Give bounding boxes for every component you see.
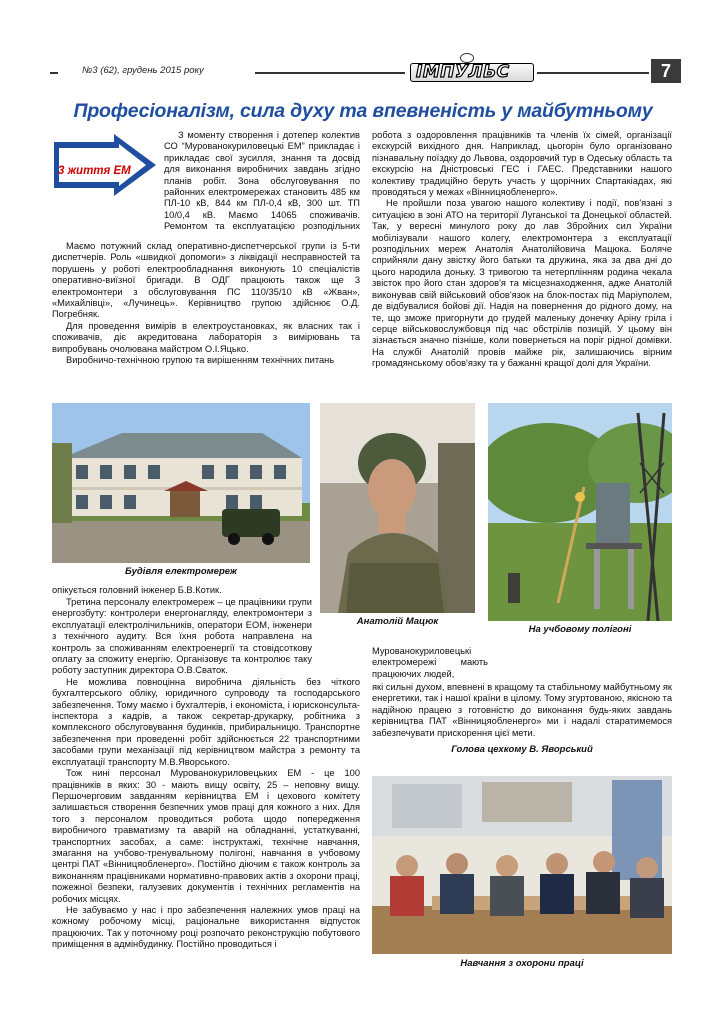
photo-building <box>52 403 310 563</box>
column2-lower-lead <box>372 646 488 680</box>
newspaper-logo <box>410 56 534 84</box>
paragraph-lab: Для проведення вимірів в електроустановках, як власних так і споживачів, діє акредитована лабораторія з вимірювань та випробувань очолювана майстром О.І.Яцько. <box>52 320 360 354</box>
column2-lower <box>372 682 672 739</box>
caption-training: Навчання з охорони праці <box>460 958 584 969</box>
intro-paragraph: З моменту створення і дотепер колектив СО “Мурованокуриловецькі ЕМ” прикладає і прикладає свої зусилля, знання та досвід для виконання виробничих завдань згідно планів робіт. Зона обслуговування по районних електромережах становить 485 км ПЛ-10 кВ, 844 км ПЛ-0,4 кВ, 300 шт. ТП 10/0,4 кВ. Маємо 14065 споживачів. Ремонтом та експлуатацією розподільних <box>164 130 360 231</box>
issue-label: №3 (62), грудень 2015 року <box>82 65 204 76</box>
paragraph-kotyk: опікується головний інженер Б.В.Котик. <box>52 585 222 595</box>
photo-polygon <box>488 403 672 621</box>
paragraph-accounting: Не можлива повноцінна виробнича діяльність без чіткого бухгалтерського обліку, юридичного супроводу та господарського забезпечення. Тому маємо і бухгалтерів, і економіста, і юрисконсульта-інспектора з кадрів, а також секретар-друкарку, робітника з комплексного обслуговування будинків, прибиральницю. Транспортне забезпечення при проведенні робіт здійснюється 22 транспортними засобами групи механізації під керівництвом майстра з ремонту та експлуатації транспорту М.В.Яворського. <box>52 676 360 767</box>
paragraph-personnel: Тож нині персонал Мурованокуриловецьких ЕМ - це 100 працівників в яких: 30 - мають вищу освіту, 25 – неповну вищу. Першочерговим завданням керівництва ЕМ і цехового комітету залишається створення безпечних умов праці для кожного з них. Для того з персоналом проводиться робота щодо попередження виробничого травматизму та аварій на обладнанні, устаткуванні, транспортних засобах, а саме: інструктажі, технічне навчання, змагання на учбово-тренувальному полігоні, навчання в учбовому центрі ПАТ «Вінницяобленерго». Постійно діючим є також контроль за виконанням працівниками нормативно-правових актів з охорони праці, пожежної безпеки, галузевих документів і технічних регламентів на робочих місцях. <box>52 768 360 904</box>
column1-lower <box>52 597 360 951</box>
header-rule-left <box>255 72 405 74</box>
column2-top <box>372 130 672 370</box>
photo-training <box>372 776 672 954</box>
photo-soldier <box>320 403 475 613</box>
paragraph-closing: які сильні духом, впевнені в кращому та стабільному майбутньому як енергетики, так і нашої країни в цілому. Тому згуртованою, якісною та надійною працею з готовністю до виконання будь-яких завдань керівництва ПАТ «Вінницяобленерго» ми і надалі старатимемося забезпечувати прискорення цієї мети. <box>372 682 672 738</box>
caption-soldier: Анатолій Мацюк <box>356 616 439 627</box>
paragraph-conditions: Не забуваємо у нас і про забезпечення належних умов праці на кожному робочому місці, раціональне використання відпусток працюючих. Так у поточному році розпочато реконструкцію побутового приміщення в адмінбудинку. Постійно проводиться і <box>52 904 360 950</box>
paragraph-ato: Не пройшли поза увагою нашого колективу і події, пов'язані з ситуацією в зоні АТО на території Луганської та Донецької областей. Так, у вересні минулого року до лав Збройних сил України мобілізували нашого колегу, електромонтера з експлуатації розподільних мереж Анатолія Анатолійовича Мацюка. Боляче сприйняли дану звістку його батьки та дружина, яка за два дні до цього народила доньку. З тривогою та нетерплінням родина чекала звісток про його стан здоров'я та місцезнаходження, адже Анатолій виконував свій військовий обов'язок на блок-постах під Маріуполем, де відбувалися бойові дії. Надія на повернення до рідного дому, на те, що зможе пригорнути до грудей маленьку донечку Аріну гріла і серце військовослужбовця під час обстрілів позицій. У цьому він зізнається значно пізніше, коли повернеться на поріг рідної домівки. На службі Анатолій провів майже рік, залишаючись вірним громадянському обов'язку та у бажанні кращої долі для України. <box>372 198 672 369</box>
paragraph-tech-group: Виробничо-технічною групою та вирішенням технічних питань <box>66 355 335 366</box>
signature: Голова цехкому В. Яворський <box>451 744 593 755</box>
page-header <box>50 56 680 86</box>
paragraph-closing-lead: Мурованокуриловецькі електромережі мають працюючих людей, <box>372 646 488 679</box>
header-rule-right <box>537 72 649 74</box>
logo-text: ІМПУЛЬС <box>416 62 510 82</box>
column1-lead <box>52 585 317 596</box>
paragraph-energy-sales: Третина персоналу електромереж – це працівники групи енергозбуту: контролери енергонагляду, електромонтери з експлуатації електролічильників, оператори ЕОМ, інженери з технічного аудиту. Вся їхня робота направлена на контроль за споживанням електроенергії та стовідсоткову оплату за спожиту енергію. Організовує та контролює таку роботу заступник директора О.В.Сваток. <box>52 597 312 676</box>
paragraph-recreation: робота з оздоровлення працівників та членів їх сімей, організації екскурсій вихідного дня. Наприклад, цьогорін було організовано пізнавальну поїздку до Львова, оздоровчий тур в Одеську область та екскурсію на Дністровські ГЕС і ГАЕС. Представники нашого колективу традиційно беруть участь у щорічних Спартакіадах, які проводяться у межах «Вінницяобленерго». <box>372 130 672 198</box>
header-dash <box>50 72 58 74</box>
caption-polygon: На учбовому полігоні <box>528 624 632 635</box>
article-title: Професіоналізм, сила духу та впевненість у майбутньому <box>73 100 653 122</box>
section-badge <box>52 132 160 198</box>
paragraph-odg: Маємо потужний склад оперативно-диспетчерської групи із 5-ти диспетчерів. Роль «швидкої допомоги» з ліквідації несправностей та порушень у роботі електрообладнання виконують 10 спеціалістів оперативно-виїзної бригади. В ОДГ працюють також ще 3 електромонтери з обслуговування ПС 110/35/10 кВ «Жван», «Михайлівці», «Лучинець». Керівництво групою здійснює О.Д. Погребняк. <box>52 241 360 320</box>
column1-top <box>52 241 360 366</box>
badge-label: 3 життя ЕМ <box>58 165 131 177</box>
caption-building: Будівля електромереж <box>125 566 237 577</box>
page-number: 7 <box>651 59 681 83</box>
intro-text-narrow <box>164 130 360 231</box>
